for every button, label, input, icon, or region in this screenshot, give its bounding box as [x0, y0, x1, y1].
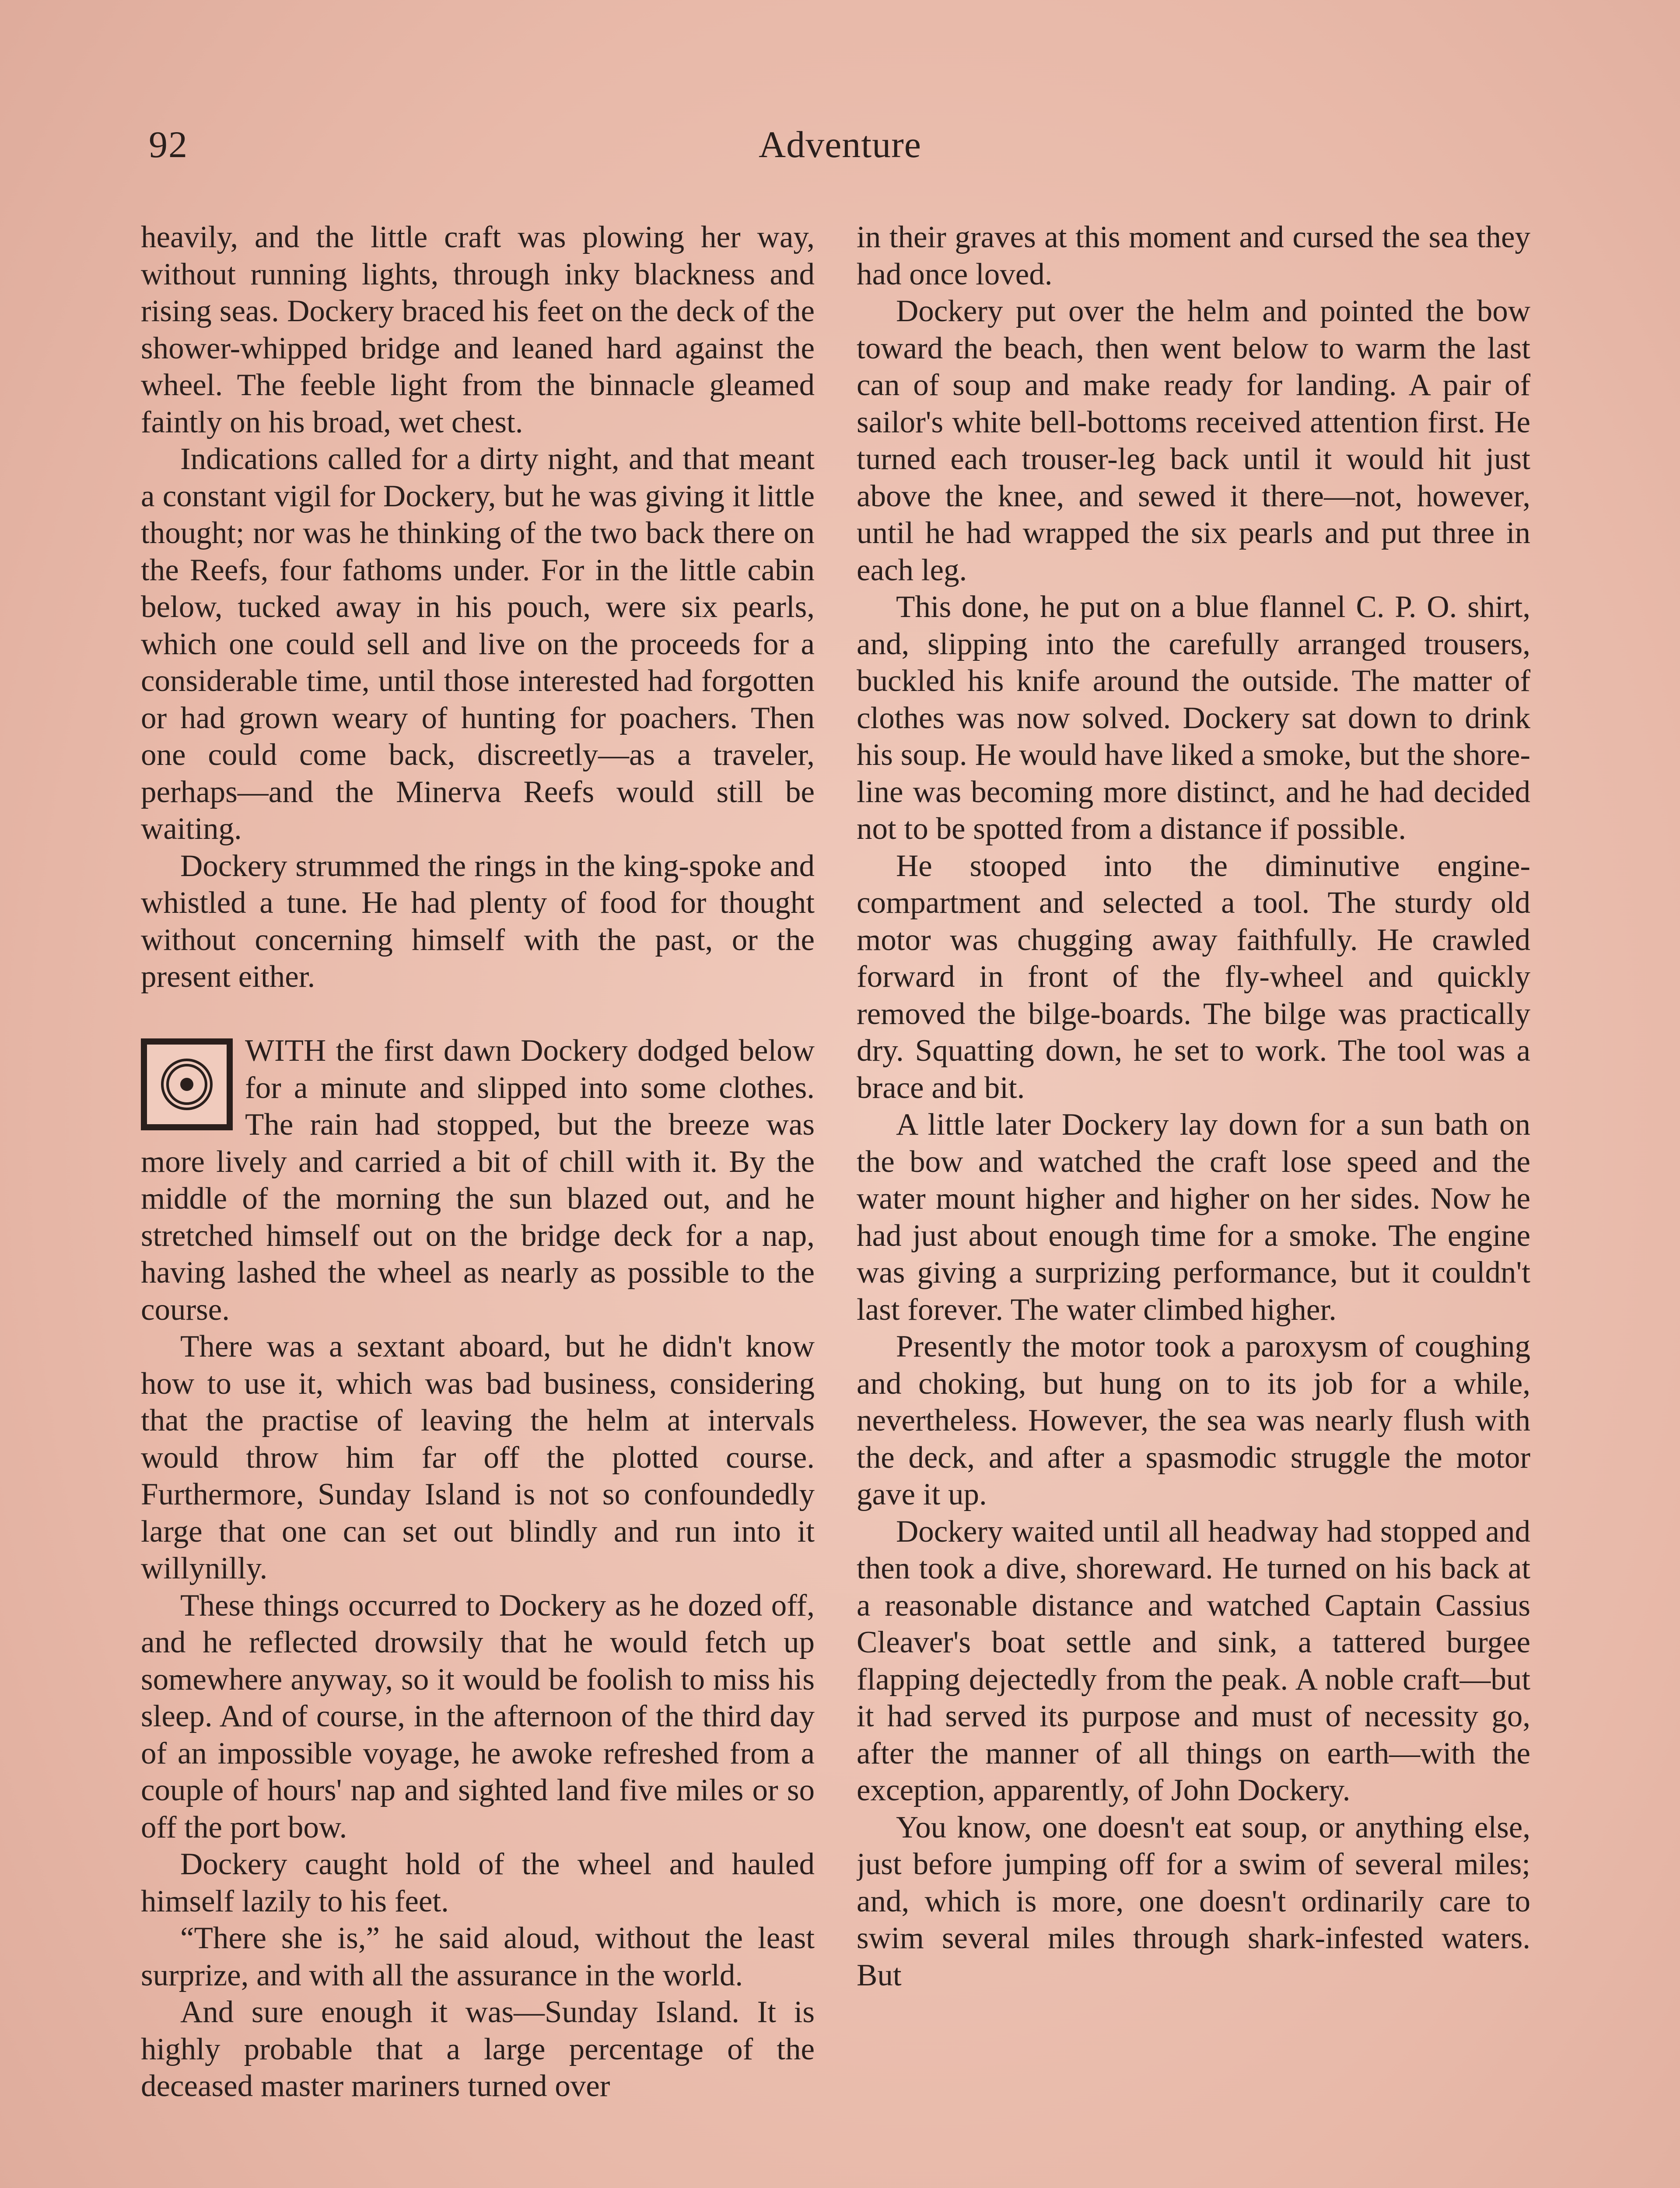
running-title: Adventure [759, 123, 921, 165]
paragraph: And sure enough it was—Sunday Island. It is highly probable that a large percentage of the deceased master mariners turned over [141, 1995, 815, 2103]
paragraph: There was a sextant aboard, but he didn't know how to use it, which was bad business, considering that the practise of leaving the helm at intervals would throw him far off the plotted course. Furthermore, Sunday Island is not so confoundedly large that one can set out blindly and run into it willynilly. [141, 1329, 815, 1585]
paragraph: “There she is,” he said aloud, without the least surprize, and with all the assurance in the world. [141, 1921, 815, 1992]
section-opening-paragraph [141, 1032, 815, 1328]
paragraph: You know, one doesn't eat soup, or anything else, just before jumping off for a swim of several miles; and, which is more, one doesn't ordinarily care to swim several miles through shark-infested waters. But [857, 1810, 1530, 1992]
left-column [141, 219, 815, 2188]
paragraph: Presently the motor took a paroxysm of coughing and choking, but hung on to its job for a while, nevertheless. However, the sea was nearly flush with the deck, and after a spasmodic struggle the motor gave it up. [857, 1329, 1530, 1511]
paragraph: Dockery waited until all headway had stopped and then took a dive, shoreward. He turned on his back at a reasonable distance and watched Captain Cassius Cleaver's boat settle and sink, a tattered burgee flapping dejectedly from the peak. A noble craft—but it had served its purpose and must of necessity go, after the manner of all things on earth—with the exception, apparently, of John Dockery. [857, 1514, 1530, 1807]
right-column [857, 219, 1530, 2188]
paragraph: A little later Dockery lay down for a sun bath on the bow and watched the craft lose speed and the water mount higher and higher on her sides. Now he had just about enough time for a smoke. The engine was giving a surprizing performance, but it couldn't last forever. The water climbed higher. [857, 1108, 1530, 1327]
paragraph: Dockery caught hold of the wheel and hauled himself lazily to his feet. [141, 1847, 815, 1918]
paragraph: Dockery put over the helm and pointed the bow toward the beach, then went below to warm the last can of soup and make ready for landing. A pair of sailor's white bell-bottoms received attention first. He turned each trouser-leg back until it would hit just above the knee, and sewed it there—not, however, until he had wrapped the six pearls and put three in each leg. [857, 294, 1530, 587]
paragraph: in their graves at this moment and cursed the sea they had once loved. [857, 220, 1530, 291]
paragraph: He stooped into the diminutive engine-compartment and selected a tool. The sturdy old motor was chugging away faithfully. He crawled forward in front of the fly-wheel and quickly removed the bilge-boards. The bilge was practically dry. Squatting down, he set to work. The tool was a brace and bit. [857, 849, 1530, 1105]
page-number: 92 [149, 123, 188, 165]
page-header [149, 123, 1531, 184]
paragraph: Indications called for a dirty night, and that meant a constant vigil for Dockery, but he was giving it little thought; nor was he thinking of the two back there on the Reefs, four fathoms under. For in the little cabin below, tucked away in his pouch, were six pearls, which one could sell and live on the proceeds for a considerable time, until those interested had forgotten or had grown weary of hunting for poachers. Then one could come back, discreetly—as a traveler, perhaps—and the Minerva Reefs would still be waiting. [141, 442, 815, 846]
paragraph: heavily, and the little craft was plowing her way, without running lights, through inky blackness and rising seas. Dockery braced his feet on the deck of the shower-whipped bridge and leaned hard against the wheel. The feeble light from the binnacle gleamed faintly on his broad, wet chest. [141, 220, 815, 439]
paragraph: This done, he put on a blue flannel C. P. O. shirt, and, slipping into the carefully arranged trousers, buckled his knife around the outside. The matter of clothes was now solved. Dockery sat down to drink his soup. He would have liked a smoke, but the shore-line was becoming more distinct, and he had decided not to be spotted from a distance if possible. [857, 590, 1530, 846]
section-opening-text: WITH the first dawn Dockery dodged below for a minute and slipped into some clothes. The rain had stopped, but the breeze was more lively and carried a bit of chill with it. By the middle of the morning the sun blazed out, and he stretched himself out on the bridge deck for a nap, having lashed the wheel as nearly as possible to the course. [141, 1034, 815, 1327]
paragraph: Dockery strummed the rings in the king-spoke and whistled a tune. He had plenty of food for thought without concerning himself with the past, or the present either. [141, 849, 815, 994]
ornamental-initial-icon [141, 1038, 233, 1130]
paragraph: These things occurred to Dockery as he dozed off, and he reflected drowsily that he would fetch up somewhere anyway, so it would be foolish to miss his sleep. And of course, in the afternoon of the third day of an impossible voyage, he awoke refreshed from a couple of hours' nap and sighted land five miles or so off the port bow. [141, 1588, 815, 1844]
